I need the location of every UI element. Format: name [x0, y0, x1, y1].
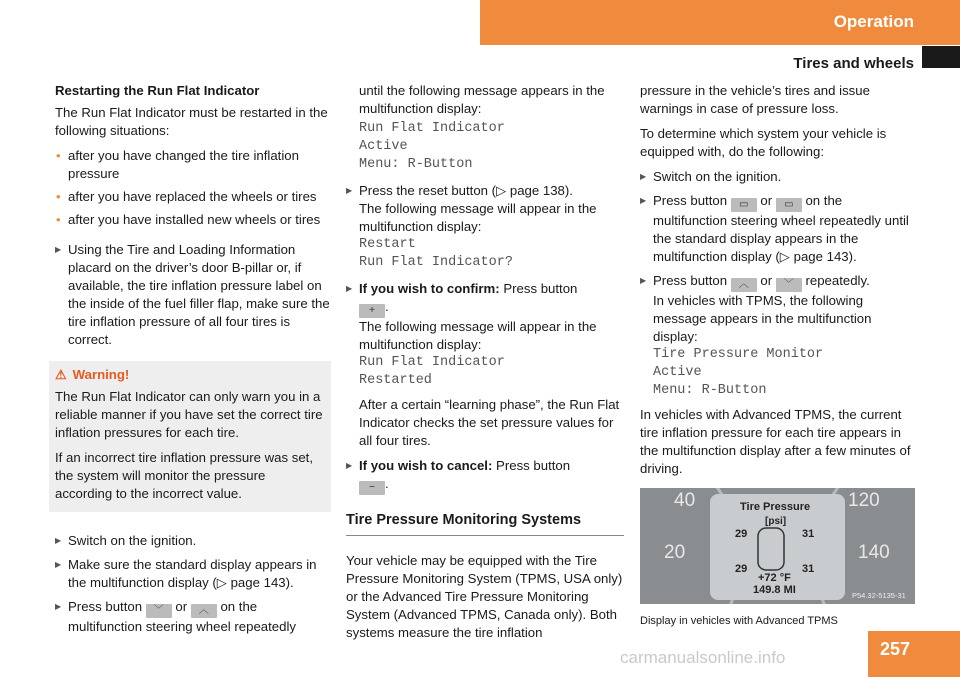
- column-1: [55, 82, 331, 642]
- step-item: ▶ Press the reset button (▷ page 138).: [346, 182, 624, 200]
- display-title: Tire Pressure: [740, 501, 811, 513]
- body-text: In vehicles with Advanced TPMS, the current tire inflation pressure for each tire appears in the multifunction display after a few minutes of driving.: [640, 407, 911, 476]
- tire-pressure-rl: 29: [735, 563, 748, 575]
- header-marker: [922, 46, 960, 68]
- section-banner: [480, 0, 960, 45]
- section-heading: Tire Pressure Monitoring Systems: [346, 511, 624, 536]
- bullet-item: • after you have installed new wheels or tires: [55, 211, 331, 229]
- instrument-cluster-image: [640, 488, 915, 604]
- step-item: ▶ Press button ▭ or ▭ on the multifunction steering wheel repeatedly until the standard display appears in the multifunction display (▷ page 143).: [640, 192, 918, 266]
- display-key-icon: ▭: [731, 198, 757, 212]
- gauge-label: 120: [848, 490, 880, 511]
- page-number-box: [868, 631, 960, 677]
- display-message: Tire Pressure Monitor Active Menu: R-Button: [653, 347, 824, 398]
- display-message: Run Flat Indicator Active Menu: R-Button: [359, 121, 505, 172]
- warning-box: [49, 361, 331, 512]
- warning-text: If an incorrect tire inflation pressure was set, the system will monitor the pressure according to the incorrect value.: [55, 450, 313, 501]
- display-unit: [psi]: [765, 516, 787, 527]
- warning-text: The Run Flat Indicator can only warn you in a reliable manner if you have set the correct tire inflation pressures for each tire.: [55, 389, 323, 440]
- step-item: ▶ Make sure the standard display appears in the multifunction display (▷ page 143).: [55, 556, 331, 592]
- page-number: 257: [880, 639, 911, 659]
- image-caption: Display in vehicles with Advanced TPMS: [640, 615, 838, 627]
- step-item: ▶ Press button ︿ or ﹀ repeatedly. In vehicles with TPMS, the following message appears in the multifunction display:: [640, 272, 918, 346]
- warning-icon: ⚠: [55, 367, 67, 382]
- display-message: Run Flat Indicator Restarted: [359, 355, 505, 388]
- subsection-title: Tires and wheels: [793, 55, 914, 72]
- gauge-label: 20: [664, 542, 686, 563]
- continued-text: until the following message appears in the multifunction display:: [359, 83, 605, 116]
- body-text: To determine which system your vehicle is equipped with, do the following:: [640, 126, 887, 159]
- section-text: Your vehicle may be equipped with the Tire Pressure Monitoring System (TPMS, USA only) or the Advanced Tire Pressure Monitoring System (Advanced TPMS, Canada only). Both systems measure the tire inflation: [346, 553, 623, 640]
- arrow-up-key-icon: ︿: [731, 278, 757, 292]
- watermark: carmanualsonline.info: [620, 648, 786, 667]
- odometer: 149.8 MI: [753, 584, 796, 596]
- tpms-display-photo: [640, 488, 915, 604]
- tire-pressure-fr: 31: [802, 528, 815, 540]
- minus-key-icon: −: [359, 481, 385, 495]
- step-item: ▶ Press button ﹀ or ︿ on the multifunction steering wheel repeatedly: [55, 598, 331, 636]
- warning-title: ⚠ Warning!: [55, 367, 130, 382]
- display-message: Restart Run Flat Indicator?: [359, 237, 513, 270]
- arrow-up-key-icon: ︿: [191, 604, 217, 618]
- step-detail: After a certain “learning phase”, the Run Flat Indicator checks the set pressure values for all four tires.: [359, 397, 620, 448]
- column-3: [640, 82, 918, 630]
- arrow-down-key-icon: ﹀: [146, 604, 172, 618]
- step-item: ▶ Using the Tire and Loading Information placard on the driver’s door B-pillar or, if available, the tire inflation pressure label on the inside of the fuel filler flap, make sure the tire inflation pressure of all four tires is correct.: [55, 241, 331, 349]
- plus-key-icon: +: [359, 304, 385, 318]
- tire-pressure-rr: 31: [802, 563, 815, 575]
- tire-pressure-fl: 29: [735, 528, 748, 540]
- gauge-label: 140: [858, 542, 890, 563]
- step-item: ▶ If you wish to cancel: Press button − .: [346, 457, 624, 495]
- step-detail: The following message will appear in the multifunction display:: [359, 319, 597, 352]
- display-key-icon: ▭: [776, 198, 802, 212]
- outside-temperature: +72 °F: [758, 572, 791, 584]
- step-item: ▶ Switch on the ignition.: [55, 532, 331, 550]
- bullet-item: • after you have changed the tire inflation pressure: [55, 147, 331, 183]
- column-2: [346, 82, 624, 649]
- gauge-label: 40: [674, 490, 696, 511]
- step-item: ▶ If you wish to confirm: Press button + .: [346, 280, 624, 318]
- bullet-item: • after you have replaced the wheels or tires: [55, 188, 331, 206]
- section-title: Operation: [833, 12, 914, 31]
- arrow-down-key-icon: ﹀: [776, 278, 802, 292]
- heading-restart: Restarting the Run Flat Indicator: [55, 83, 260, 98]
- intro-text: The Run Flat Indicator must be restarted in the following situations:: [55, 105, 328, 138]
- continued-text: pressure in the vehicle’s tires and issue warnings in case of pressure loss.: [640, 83, 870, 116]
- step-item: ▶ Switch on the ignition.: [640, 168, 918, 186]
- step-detail: The following message will appear in the multifunction display:: [359, 201, 597, 234]
- image-code: P54.32-5135-31: [852, 591, 906, 600]
